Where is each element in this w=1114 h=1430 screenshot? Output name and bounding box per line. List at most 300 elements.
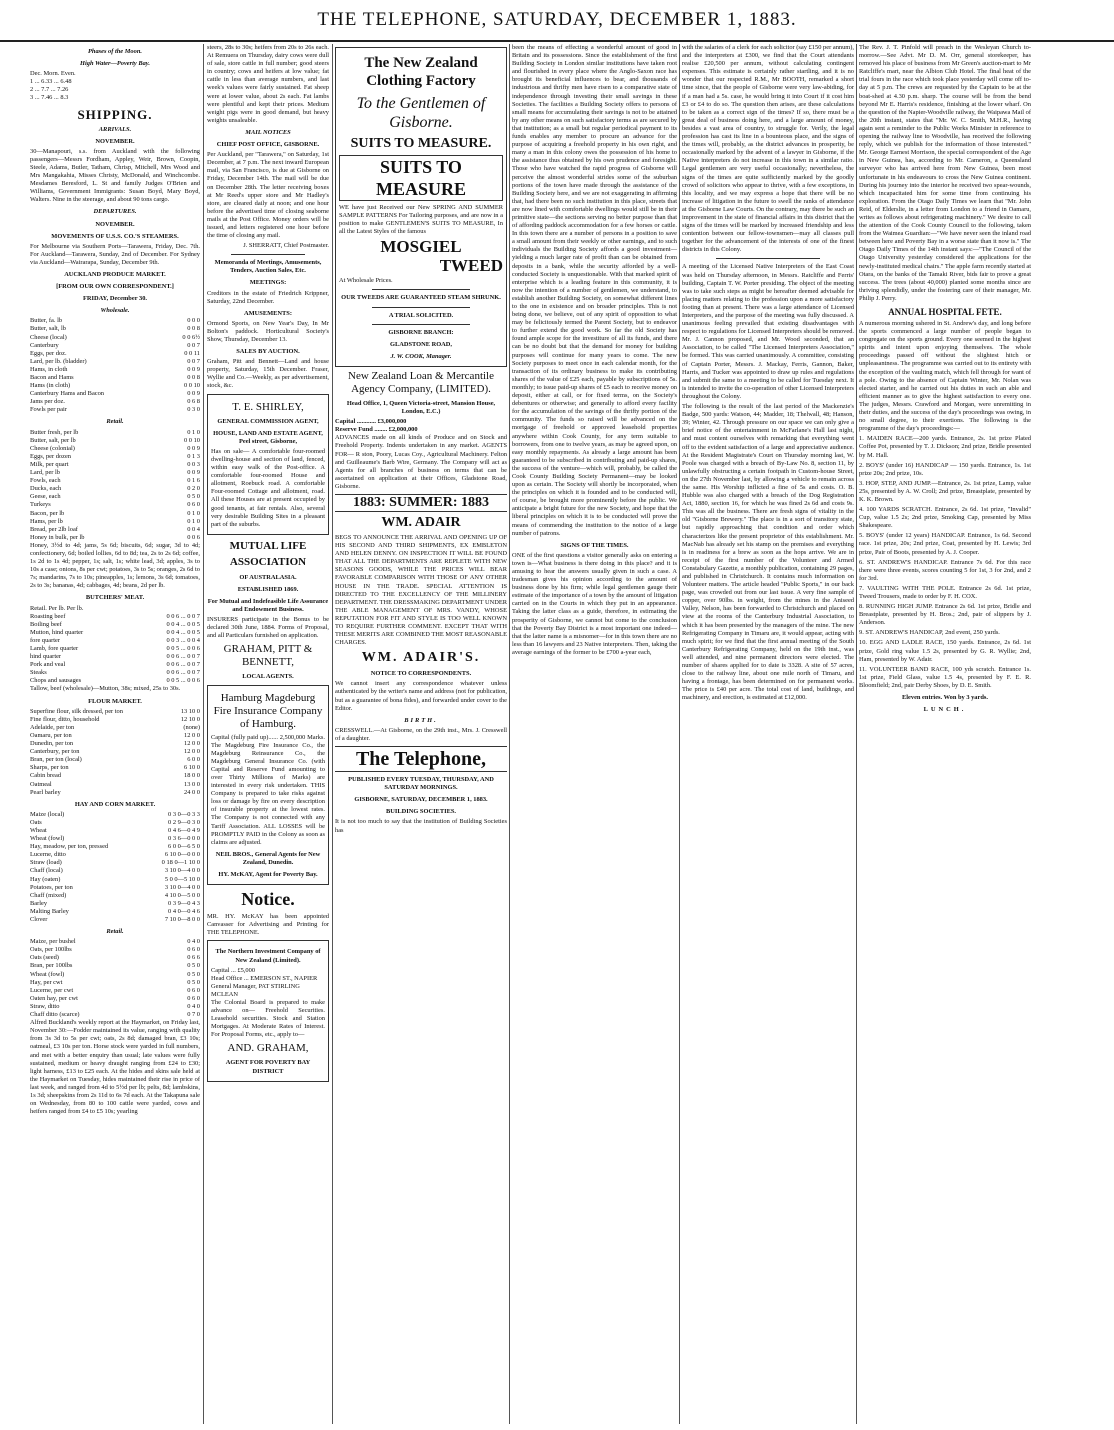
retail2-row [30,946,200,954]
suits-heading-1: SUITS TO MEASURE. [350,136,492,151]
retail2-row-label: Oats (seed) [30,954,59,962]
memo-heading: Memoranda of Meetings, Amusements, Tenders, Auction Sales, Etc. [214,259,322,275]
retail2-row-label: Straw, ditto [30,1002,60,1010]
shirley-name: T. E. SHIRLEY, [232,400,304,413]
column-3 [335,44,507,1424]
suits-text: WE have just Received our New SPRING AND SUMMER SAMPLE PATTERNS For Tailoring purposes, and are now in a position to make GENTLEMEN'S SUITS TO MEASURE, In all the Latest Styles of the famous [339,204,503,236]
flour-row [30,781,200,789]
butcher-row-label: Pork and veal [30,661,66,669]
retail-row [30,445,200,453]
dateline: GISBORNE, SATURDAY, DECEMBER 1, 1883. [354,796,488,804]
arrivals-month: NOVEMBER. [95,137,135,145]
retail-row-label: Honey in bulk, per lb [30,533,85,541]
retail-row-value: 0 1 3 [187,452,200,460]
butcher-row-label: hind quarter [30,653,62,661]
butcher-row-value: 0 0 6 ... 0 0 7 [166,653,200,661]
notice-corr-heading: NOTICE TO CORRESPONDENTS. [370,670,472,678]
wholesale-row-value: 0 0 8 [187,325,200,333]
hay-row-value: 0 3 6—0 0 0 [168,835,200,843]
flour-row-value: 13 0 0 [184,780,200,788]
wholesale-row-label: Jams per doz. [30,398,65,406]
wholesale-row [30,342,200,350]
building-text: It is not too much to say that the institution of Building Societies has [335,818,507,834]
hay-row [30,843,200,851]
shirley-sub: GENERAL COMMISSION AGENT, [217,417,319,425]
flour-row [30,732,200,740]
column-4 [512,44,677,1424]
adairs-heading: WM. ADAIR'S. [361,650,481,666]
flour-row-value: 12 10 0 [180,715,200,723]
flour-row [30,772,200,780]
hay-row [30,819,200,827]
hay-row [30,827,200,835]
retail-row [30,510,200,518]
flour-row-value: 12 0 0 [184,740,200,748]
arrivals-heading: ARRIVALS. [98,125,132,133]
tide-row: 1 ... 6.33 ... 6.48 [30,78,72,86]
wholesale-row-label: Butter, fa. lb [30,317,63,325]
wholesale-heading: Wholesale. [100,307,130,315]
butcher-row [30,637,200,645]
wholesale-row-label: Fowls per pair [30,406,67,414]
retail2-list [30,938,200,1019]
butcher-row [30,677,200,685]
butcher-row [30,645,200,653]
tallow-text: Tallow, beef (wholesale)—Mutton, 38s; mixed, 25s to 30s. [30,685,181,693]
mla-agents: GRAHAM, PITT & BENNETT, [223,643,313,669]
hay-row [30,900,200,908]
tide-row: 3 ... 7.46 ... 8.3 [30,94,69,102]
retail2-row [30,938,200,946]
retail2-row [30,987,200,995]
wholesale-row [30,406,200,414]
hay-row-value: 0 3 9—0 4 3 [168,899,200,907]
retail2-row [30,1011,200,1019]
uss-heading: MOVEMENTS OF U.S.S. CO.'S STEAMERS. [51,232,179,240]
clothing-ad [335,47,507,367]
mla-established: ESTABLISHED 1869. [237,585,299,593]
hay-row-value: 6 0 0—6 5 0 [168,843,200,851]
hay-row-label: Potatoes, per ton [30,883,73,891]
flour-list [30,708,200,797]
wholesale-row-value: 0 0 10 [184,382,200,390]
flour-row-label: Adelaide, per ton [30,723,75,731]
hay-row-label: Oats [30,818,42,826]
event-item: 5. BOYS' (under 12 years) HANDICAP. Entrance, 1s 6d. Second race. 1st prize, 20s; 2nd prize, Coat, presented by H. Lewis; 3rd prize, Pair of Boots, presented by A. J. Cooper. [859,532,1031,556]
retail-row [30,526,200,534]
flour-row [30,789,200,797]
retail2-row [30,995,200,1003]
retail-row-label: Bread, per 2lb loaf [30,525,78,533]
flour-row-value: 24 0 0 [184,788,200,796]
column-rule [332,44,333,1424]
retail2-row-label: Oaten hay, per cwt [30,994,78,1002]
wholesale-row [30,366,200,374]
hamburg-agent: NEIL BROS., General Agents for New Zealand, Dunedin. [215,850,321,866]
retail-row [30,501,200,509]
wholesale-row-value: 0 3 0 [187,406,200,414]
signs-heading: SIGNS OF THE TIMES. [560,541,629,549]
retail-row [30,534,200,542]
flour-row-value: (none) [183,723,200,731]
mla-bold: For Mutual and Indefeasible Life Assurance and Endowment Business. [207,597,329,614]
arrivals-text: 30—Manapouri, s.s. from Auckland with the following passengers—Messrs Fordham, Appley, Weir, Brown, Coopin, Steele, Adams, Butler, Tatham, Chrisp, Mitchell, Mrs Wood and Mrs Mangakahia, Misses Christy, McDonald, and Winchcombe. Mesdames Beresford, L. St and family Judges O'Brien and Williams, Government Immigrants: Susan Boyd, Mary Boyd, Walters. Nine in the steerage, and about 90 tons cargo. [30,147,200,204]
hay-row-value: 0 18 0—1 10 0 [161,859,200,867]
hay-row-label: Barley [30,899,48,907]
hay-row-label: Maize (local) [30,810,65,818]
hay-row-value: 0 4 0—0 4 6 [168,907,200,915]
retail-row-label: Geese, each [30,493,61,501]
retail-row-label: Eggs, per dozen [30,452,71,460]
shirley-text: Has on sale— A comfortable four-roomed dwelling-house and section of land, fenced, within easy walk of the Post-office. A comfortable four-roomed House and allotment, Roebuck road. A comfortable Four-roomed Cottage and allotment, road. All these Houses are at present occupied by good tenants, at fair rentals. Also, several very desirable Building Sites in a pleasant part of the suburbs. [211,447,325,528]
flour-row-label: Sharps, per ton [30,764,69,772]
wholesale-row-value: 0 0 9 [187,365,200,373]
retail2-row-value: 0 5 0 [187,970,200,978]
event-item: 3. HOP, STEP, AND JUMP.—Entrance, 2s. 1st prize, Lamp, value 25s, presented by A. W. Croll; 2nd prize, Breastplate, presented by K. K. Brown. [859,479,1031,503]
hamburg-heading: Hamburg Magdeburg Fire Insurance Company of Hamburg. [213,691,323,730]
hay-row-value: 0 2 9—0 3 0 [168,818,200,826]
retail-row-value: 0 0 9 [187,444,200,452]
nz-clothing-heading: The New Zealand Clothing Factory [364,55,478,89]
summer-heading: 1883: SUMMER: 1883 [335,494,507,512]
mla-heading: MUTUAL LIFE ASSOCIATION [229,539,307,568]
flour-row-label: Oatmeal [30,780,52,788]
hay-row [30,851,200,859]
retail-row [30,437,200,445]
nic-office: Head Office ... EMERSON ST., NAPIER [211,974,318,982]
sales-heading: SALES BY AUCTION. [236,348,300,356]
separator [716,258,819,259]
mail-signature: J. SHERRATT, Chief Postmaster. [243,242,329,250]
meetings-heading: MEETINGS: [249,279,287,287]
column-rule [509,44,510,1424]
butcher-row-label: Chops and sausages [30,677,82,685]
hay-row-value: 5 0 0—5 10 0 [164,875,200,883]
retail2-row-value: 0 6 0 [187,986,200,994]
wholesale-row-label: Canterbury Hams and Bacon [30,390,105,398]
building-article: been the means of effecting a wonderful amount of good in Britain and its possessions. Since the establishment of the first Building Society in London similar institutions have taken root and flourished in every place where the Anglo-Saxon race has brought its beneficial influences to bear, and thousands of industrious and thrifty men have risen to a comparative state of independence through investing their small savings in these Societies. The facilities a Building Society offers to persons of small means for accumulating their savings is not to be attained by any other means on such satisfactory terms as are secured by that institution; as a small but regular periodical payment to its funds enables any member to procure an advance for the purpose of acquiring a freehold property in his own right, and many a man in this colony owes the possession of his home to the assistance thus obtained by his own prudence and foresight. Those who have watched the rapid progress of Gisborne will perceive the almost wonderful strides some of the suburban portions of the town have made through the assistance of the Building Society here, and we are not exaggerating in affirming that, had there been no such institution in this place, streets that are now lined with comfortable dwellings would still be in their primitive state—the sections serving no better purpose than that of affording paddock accommodation for a few horses or cattle. In this town there are a number of persons in a position to save a small amount from their weekly or other earnings, and to such individuals the Building Society affords a good investment—yielding a much larger rate of profit than can be obtained from deposits in a bank, while the security afforded by a well-conducted Society is unquestionable. With that marked spirit of enterprise which is a leading feature in this community, it is now the intention of a number of gentlemen, we understand, to establish another Building Society, on somewhat different lines to the one in existence and on broader principles. This is not being done, we believe, out of any spirit of opposition to what may be felicitously termed the Parent Society, but to endeavor to further extend the good work. So far the old Society has found ample scope for the investiture of all its funds, and there can be no doubt but that the demand for money for building purposes will continue for many years to come. The new Society purposes to meet once in each calendar month, for the transaction of its ordinary business to make its contributing shares of the value of £25 each, payable by subscriptions of 5s. monthly; to issue paid-up shares of £5 each to receive money on deposit, either at call, or for fixed terms, on the Society's debentures or otherwise; and generally to afford every facility for the accumulation of the savings of the thrifty portion of the community. The funds so raised will be advanced on the mortgage of freehold or approved leasehold properties anywhere within Cook County, for any term suitable to borrowers, from one to twelve years, as may be agreed upon, on easy monthly repayments. As already a large amount has been guaranteed to be subscribed in contributing and paid-up shares, the success of the venture—which will, probably, be called the Cook County Building Society Permanent—may be looked upon as certain. The Society will shortly be incorporated, when the principles on which it is founded and to be conducted will, of course, be brought more prominently before the public. We anticipate a bright future for the new Society, and hope that the liberal principles on which it is to be conducted will prove the means of commending the institution to the notice of a large number of patrons. [512,44,677,537]
retail-row-value: 0 1 6 [187,477,200,485]
adair-text: BEGS TO ANNOUNCE THE ARRIVAL AND OPENING UP OF HIS SECOND AND THIRD SHIPMENTS, EX EMBLETON AND HELEN DENNY. ON INSPECTION IT WILL BE FOUND THAT ALL THE DEPARTMENTS ARE REPLETE WITH NEW SEASONS GOODS, WHILE THE PRICES WILL BEAR FAVORABLE COMPARISON WITH THOSE OF ANY OTHER HOUSE IN THE TRADE. SPECIAL ATTENTION IS DIRECTED TO THE EXCELLENCY OF THE MILLINERY DEPARTMENT. THE DRESSMAKING DEPARTMENT UNDER THE ABLE MANAGEMENT OF MRS. VANDY, WHOSE REPUTATION FOR FIT AND STYLE IS TOO WELL KNOWN TO REQUIRE FURTHER COMMENT. EXCEPT THAT WITH THESE MERITS ARE COMBINED THE MOST REASONABLE CHARGES. [335,533,507,647]
retail-row [30,518,200,526]
retail-row-value: 0 0 3 [187,460,200,468]
event-item: 1. MAIDEN RACE—200 yards. Entrance, 2s. 1st prize Plated Coffee Pot, presented by T. J. Dickson; 2nd prize, Bridle presented by M. Hall. [859,435,1031,459]
hay-row-label: Lucerne, ditto [30,851,66,859]
flour-row-label: Pearl barley [30,788,61,796]
tweed-heading: TWEED [439,256,503,276]
retail2-row-label: Bran, per 100lbs [30,962,73,970]
column-2 [207,44,329,1424]
hay-row-label: Hay, meadow, per ton, pressed [30,843,109,851]
steers-text: steers, 28s to 30s; heifers from 20s to 26s each. At Remuera on Thursday, dairy cows were dull of sale, store cattle in full number; good steers in country; cows and heifers at low value; fat cattle in less than average numbers, and last week's values were fairly sustained. Fat sheep were at lower value, about 2s each. Fat lambs were plentiful and kept their prices. Medium weight pigs were in good demand, but heavy weights unsaleable. [207,44,329,124]
wholesale-row-label: Hams, in cloth [30,365,68,373]
sales-text: Graham, Pitt and Bennett—Land and house property, Saturday, 15th December. Fraser, Wyllie and Co.—Weekly, as per advertisement, stock, &c. [207,358,329,390]
nic-text: The Colonial Board is prepared to make advance on— Freehold Securities. Leasehold securities. Stock and Station Mortgages. At Moderate Rates of Interest. For Proposal Forms, etc., apply to— [211,998,325,1039]
cook-text: J. W. COOK, Manager. [390,352,452,360]
nic-manager: General Manager, PAT STIRLING MCLEAN [211,982,300,998]
hay-row [30,867,200,875]
retail-row-label: Cheese (colonial) [30,444,75,452]
tide-row: 2 ... 7.7 ... 7.26 [30,86,69,94]
mla-agents-sub: LOCAL AGENTS. [242,673,294,681]
hay-row-value: 7 10 0—8 0 0 [164,916,200,923]
masthead [0,0,1114,42]
flour-row [30,764,200,772]
butcher-row-label: fore quarter [30,636,60,644]
hamburg-text: Capital (fully paid up)...... 2,500,000 Marks. The Magdeburg Fire Insurance Co., the Magdeburg Reinsurance Co., the Magdeburg General Insurance Co. (with Capital and Reserve Fund amounting to over Thirty Millions of Marks) are interested in every risk undertaken. THIS Company is prepared to take risks against loss or damage by fire on every description of insurable property at the lowest rates. The Company is not connected with any Tariff Association. ALL LOSSES will be PROMPTLY PAID in the Colony as soon as claims are adjusted. [211,733,325,846]
hay-row-value: 4 10 0—5 0 0 [164,891,200,899]
retail-row-label: Ducks, each [30,485,62,493]
butcher-row-value: 0 0 3 ... 0 0 4 [166,636,200,644]
lunch-heading: LUNCH. [923,706,967,714]
retail-row-label: Milk, per quart [30,460,69,468]
column-rule [856,44,857,1424]
nzlm-office: Head Office, 1, Queen Victoria-street, Mansion House, London, E.C.) [346,399,496,416]
amusements-heading: AMUSEMENTS: [244,309,292,317]
retail2-row-value: 0 6 6 [187,954,200,962]
butcher-row [30,661,200,669]
mosgiel-heading: MOSGIEL [380,237,462,257]
separator [372,289,470,290]
hay-row-label: Chaff (mixed) [30,891,67,899]
flour-row [30,748,200,756]
retail2-row-value: 0 4 0 [187,938,200,946]
birth-text: CRESSWELL.—At Gisborne, on the 29th inst., Mrs. J. Cresswell of a daughter. [335,726,507,742]
butcher-row-label: Boiling beef [30,620,62,628]
flour-row-value: 12 0 0 [184,731,200,739]
butchers-list [30,613,200,686]
flour-row [30,724,200,732]
retail-row [30,429,200,437]
flour-row-value: 12 0 0 [184,748,200,756]
event-item: 10. EGG AND LADLE RACE, 150 yards. Entrance, 2s 6d. 1st prize, Gold ring value 1.5 2s, presented by G. R. Wyllie; 2nd, Ham, presented by W. Adair. [859,639,1031,663]
wholesale-row-label: Cheese (local) [30,333,67,341]
retail2-row [30,954,200,962]
column-6 [859,44,1031,1424]
retail2-row [30,979,200,987]
event-item: 4. 100 YARDS SCRATCH. Entrance, 2s 6d. 1st prize, "Invalid" Cup, value 1.5 2s; 2nd prize, Smoking Cap, presented by Miss Shakespeare. [859,506,1031,530]
hay-row-value: 0 4 6—0 4 9 [168,826,200,834]
retail-row-value: 0 0 10 [184,436,200,444]
retail-row-label: Butter fresh, per lb [30,428,79,436]
retail2-row-label: Chaff ditto (scarce) [30,1011,80,1019]
hay-row-label: Clover [30,916,48,923]
departures-heading: DEPARTURES. [93,208,137,216]
wholesale-row [30,325,200,333]
butcher-row-label: Lamb, fore quarter [30,645,79,652]
retail-list [30,429,200,542]
nzlm-reserve: Reserve Fund ........ £2,000,000 [335,426,418,434]
retail-row-value: 0 0 9 [187,469,200,477]
wholesale-list [30,317,200,414]
hay-row-value: 3 10 0—4 0 0 [164,867,200,875]
flour-row-label: Dunedin, per ton [30,740,74,748]
nzlm-text: ADVANCES made on all kinds of Produce and on Stock and Freehold Property. Indents undertaken in any market. AGENTS FOR— R ston, Poory, Lucas Coy., Agricultural Machinery. Felton and Guilleaume's Barb Wire, Germany. The Company will act as Agents for all branches of business on terms that can be ascertained on application at their Offices, Gladstone Road, Gisborne. [335,434,507,490]
event-item: 7. VAULTING WITH THE POLE. Entrance 2s 6d. 1st prize, Tweed Trousers, made to order by F. H. COX. [859,584,1031,600]
retail-row-value: 0 2 0 [187,485,200,493]
tide-columns: Dec. Morn. Even. [30,70,76,78]
produce-date: FRIDAY, December 30. [82,295,148,303]
butchers-sub: Retail. Per lb. Per lb. [30,604,84,612]
separator [372,324,470,325]
mla-text: INSURERS participate in the Bonus to be declared 30th June, 1884. Forms of Proposal, and all Particulars furnished on application. [207,616,329,640]
fete-heading: ANNUAL HOSPITAL FETE. [888,307,1002,317]
wholesale-row-value: 0 0 9 [187,390,200,398]
wholesale-row-label: Hams (in cloth) [30,382,71,390]
retail2-row-value: 0 6 0 [187,994,200,1002]
flour-row-value: 13 10 0 [180,707,200,715]
retail-row [30,453,200,461]
retail2-row-label: Maize, per bushel [30,938,76,946]
wholesale-row-value: 0 6 8 [187,398,200,406]
retail-row [30,469,200,477]
flour-row [30,740,200,748]
local-news: The following is the result of the last period of the Mackenzie's Badge, 500 yards: Watson, 44; Madder, 18; Thelwall, 48; Hanson, 39; Winter, 42. Through pressure on our space we can only give a brief notice of the entertainment in McFarlane's Hall last night, and must content ourselves with remarking that everything went off to the evident satisfaction of a large and appreciative audience. At the Resident Magistrate's Court on Thursday morning last, W. Poole was charged with a breach of By-Law No. 8, section 11, by unlawfully obstructing a certain footpath in Custom-house Street, on the 27th November last, by allowing a vehicle to remain across the same. His Worship inflicted a fine of 5s and costs. O. B. Hubble was also charged with a breach of the Dog Registration Act, 1880, section 16, for which he was fined 2s 6d and costs 9s. This was all the business. There are fresh signs of vitality in the old "Gisborne Brewery." The place is in a sort of transitory state, but rapidly approaching that condition and order which characterizes like the present proprietor of this establishment. Mr. MacNab has already set his stamp on the premises and everything is in readiness for a brew as soon as the hops arrive. We are in receipt of the first number of the Volunteer and Armed Constabulary Gazette, a monthly publication, containing 29 pages, and published in Christchurch. It contains much information on Volunteer matters. The article headed "Public Sports," in our back page, was crowded out from our last issue. A very fine sample of copper, over 90lbs. in weight, from the mines in the Aniseed Valley, Nelson, has been forwarded to Christchurch and placed on view at the rooms of the Canterbury Industrial Association, to which it has been presented by the managers of the mine. The new Refrigerating Company in Timaru are, it would appear, acting with much spirit; for we find that the first annual meeting of the South Canterbury Refrigerating Company, held on the 19th inst., was well attended, and nine permanent directors were elected. The number of shares applied for to date is 3328. A site of 57 acres, close to the railway line, about one mile north of Timaru, and having a frontage, has been determined on for permanent works. The price is £40 per acre. The total cost of land, buildings, and machinery, and erection, is estimated at £12,000. [682,403,854,702]
event-item: 9. ST. ANDREW'S HANDICAP, 2nd event, 250 yards. [859,629,1000,637]
departures-month: NOVEMBER. [95,220,135,228]
retail2-row-label: Lucerne, per cwt [30,986,74,994]
tide-heading: High Water—Poverty Bay. [80,60,150,68]
nic-agent: AND. GRAHAM, [227,1042,309,1055]
retail-row-value: 0 1 0 [187,517,200,525]
hay-row [30,908,200,916]
retail-row-label: Turkeys [30,501,51,509]
butcher-row-value: 0 0 5 ... 0 0 6 [166,677,200,685]
retail2-row-value: 0 7 0 [187,1011,200,1019]
nic-agent-sub: AGENT FOR POVERTY BAY DISTRICT [225,1059,311,1075]
butcher-row [30,613,200,621]
gentlemen-heading: To the Gentlemen of Gisborne. [356,95,486,131]
retail2-row [30,1003,200,1011]
notice-corr-text: We cannot insert any correspondence whatever unless authenticated by the writer's name and address (not for publication, but as a guarantee of bona fides), and forwarded under cover to the Editor. [335,680,507,712]
events-list [859,435,1031,690]
separator [372,307,470,308]
wholesale-row-label: Butter, salt, lb [30,325,66,333]
butcher-row [30,669,200,677]
butcher-row-label: Mutton, hind quarter [30,628,84,636]
nzlm-capital: Capital ............ £3,000,000 [335,418,407,426]
hay-heading: HAY AND CORN MARKET. [74,800,156,808]
wholesale-row-label: Canterbury [30,341,59,349]
hay-row-label: Malting Barley [30,907,69,915]
retail-row-label: Butter, salt, per lb [30,436,76,444]
event-item: 2. BOYS' (under 16) HANDICAP — 150 yards. Entrance, 1s. 1st prize 20s; 2nd prize, 10s. [859,461,1031,477]
flour-heading: FLOUR MARKET. [88,697,142,705]
retail2-row [30,962,200,970]
retail2-row-label: Oats, per 100lbs [30,946,72,954]
event-item: 6. ST. ANDREW'S HANDICAP. Entrance 7s 6d. For this race there were three events, scores counting 5 for 1st, 3 for 2nd, and 2 for 3rd. [859,558,1031,582]
wholesale-row-label: Lard, per lb. (bladder) [30,357,87,365]
masthead-title: THE TELEPHONE, SATURDAY, DECEMBER 1, 1883. [317,9,797,30]
flour-row-label: Cabin bread [30,772,62,780]
butcher-row-value: 0 0 5 ... 0 0 6 [166,645,200,652]
column-rule [203,44,204,1424]
notice-text: MR. HY. McKAY has been appointed Canvasser for Advertising and Printing for THE TELEPHONE. [207,913,329,937]
flour-row-value: 6 0 0 [187,756,200,764]
signs-article: ONE of the first questions a visitor generally asks on entering a town is—What business is there doing in this place? and it is amusing to hear the answers usually given in such a case. A tradesman gives his opinion according to the amount of business done by his firm; while legal gentlemen gauge their estimate of the importance of a town by the amount of litigation carried on in the Courts in which they put in an appearance. Taking the latter class as a guide, therefore, in estimating the prosperity of Gisborne, we cannot but come to the conclusion that the Poverty Bay District is a most important one indeed—that the latter name is a misnomer—for in this town there are no less than 16 lawyers and 23 Native interpreters. Then, taking the average earnings of the former to be £700 a-year each, [512,551,677,656]
flour-row-label: Oamaru, per ton [30,731,72,739]
shirley-ad [207,394,329,535]
hay-row [30,884,200,892]
suits-heading-2: SUITS TO MEASURE [339,155,503,201]
butcher-row-value: 0 0 4 ... 0 0 5 [166,628,200,636]
wholesale-row [30,358,200,366]
flour-row-value: 18 0 0 [184,772,200,780]
hamburg-ad [207,685,329,886]
hay-row-label: Wheat [30,826,47,834]
butchers-heading: BUTCHERS' MEAT. [85,594,145,602]
flour-row-label: Bran, per ton (local) [30,756,82,764]
amusements-text: Ormond Sports, on New Year's Day, In Mr Bolton's paddock. Horticultural Society's Show, Thursday, December 13. [207,319,329,343]
cattle-text: Alfred Buckland's weekly report at the Haymarket, on Friday last, November 30:—Fodder maintained its value, ranging with quality from 3s 3d to 5s per cwt; oats, 2s 8d; damaged bran, £3 10s; oatmeal, £3 10s per ton. Horse stock were yarded in full numbers, and met with a better enquiry than usual; late values were fully sustained, medium or heavy draught ranging from £24 to £30; light harness, £13 to £25 each. At the hides and skins sale held at the Haymarket on Tuesday, hides maintained their rise in price of last week, and ranged from 4d to 5½d per lb; pelts, 8d; lambskins, 1s 3d; sheepskins from 2s 11d to 6s 7d each. At the Takapuna sale on Wednesday, from 80 to 100 cattle were yarded, cows and heifers ranged from £4 to £5 10s; yearling [30,1019,200,1116]
butcher-row [30,621,200,629]
wholesale-row-label: Eggs, per doz. [30,349,67,357]
hamburg-local: HY. McKAY, Agent for Poverty Bay. [218,871,318,879]
butcher-row [30,653,200,661]
hay-list [30,811,200,924]
retail-row [30,485,200,493]
hay-row [30,876,200,884]
column-5 [682,44,854,1424]
hay-row-value: 0 3 0—0 3 3 [168,810,200,818]
retail-row [30,461,200,469]
signs-article-continued: with the salaries of a clerk for each solicitor (say £150 per annum), and the interpreters at £300, we find that the Court attendants realise £20,500 per annum, without calculating contingent expenses. This estimate is certainly rather startling, and it is no wonder that our respected R.M., Mr BOOTH, remarked a short time since, that the people of Gisborne were very law-abiding, for if a man had a 5s. case, he would bring it into Court if it cost him £3 or £4 to do so. The question then arises, are these calculations to be taken as a correct sign of the times? If so, there must be a great deal of business doing here, and a large amount of money, besides a vast area of country, to struggle for. Verily, the legal profession has cast its line in a bounteous place, and the signs of the times will, probably, as the district advances in prosperity, be occasionally marked by the advent of a lawyer in Gisborne, if the Native interpreters do not increase in this town in a similar ratio. Legal gentlemen are very useful occasionally; nevertheless, the signs of the times are quite sufficiently marked by the goodly crowd of solicitors who appear to thrive, with a few exceptions, in this locality, and we may express a hope that there will be no increase of litigation in the future to swell the ranks of attendance at the Gisborne Law Courts. On the contrary, may there be such an improvement in the state of financial affairs in this district that the signs of the times will be marked by increased friendship and less contention between our fellow-townsmen—may all classes pull together for the advancement of the interests of one of the finest districts in this Colony. [682,44,854,254]
hay-row [30,835,200,843]
retail-row-value: 0 0 4 [187,525,200,533]
trial-text: A TRIAL SOLICITED. [388,311,454,319]
flour-row [30,756,200,764]
interpreters-article: A meeting of the Licensed Native Interpreters of the East Coast was held on Thursday afternoon, in Messrs. Ratcliffe and Ferris' building, Captain T. W. Porter presiding. The object of the meeting was to take such steps as might be hereafter deemed advisable for placing matters relating to the profession upon a more satisfactory footing than at present. There was a large attendance of Licensed Interpreters, and the purpose of the meeting was fully discussed. A unanimous feeling prevailed that existing disadvantages with respect to regulations for Licensed Interpreters should be removed. Mr. J. Cannon proposed, and Mr. Wood seconded, that an Association, to be called "The Licensed Interpreters Association," be formed. This was carried unanimously. A committee, consisting of Captain Porter, Messrs. J. Mackay, Ferris, Gannon, Baker, Harris, and Tucker was appointed to draw up rules and regulations and submit the same to a meeting to be called for Tuesday next. It is intended to invite the co-operation of other Licensed Interpreters throughout the Colony. [682,263,854,400]
wholesale-prices: At Wholesale Prices. [339,277,393,285]
nic-capital: Capital ... £5,000 [211,966,256,974]
retail-row-label: Hams, per lb [30,517,63,525]
building-heading: BUILDING SOCIETIES. [386,808,456,816]
uss-text: For Melbourne via Southern Ports—Tarawera, Friday, Dec. 7th. For Auckland—Tarawera, Sunday, 2nd of December. For Sydney via Auckland—Wairarapa, Sunday, December 9th. [30,242,200,266]
column-rule [679,44,680,1424]
retail2-row [30,971,200,979]
retail-row-label: Lard, per lb [30,469,60,477]
adair-heading: WM. ADAIR [381,514,461,530]
retail2-heading: Retail. [106,928,124,936]
mail-heading: MAIL NOTICES [245,128,291,136]
flour-row [30,708,200,716]
retail-row-value: 0 0 6 [187,533,200,541]
hay-row-label: Wheat (fowl) [30,835,65,843]
butcher-row-value: 0 0 4 ... 0 0 5 [166,620,200,628]
wholesale-row [30,382,200,390]
wholesale-row [30,317,200,325]
flour-row-label: Canterbury, per ton [30,748,80,756]
wholesale-row-value: 0 0 11 [184,349,200,357]
wholesale-row [30,374,200,382]
retail2-row-value: 0 5 0 [187,978,200,986]
retail-row-value: 0 1 0 [187,509,200,517]
published-text: PUBLISHED EVERY TUESDAY, THURSDAY, AND SATURDAY MORNINGS. [348,776,494,792]
retail2-row-value: 0 4 0 [187,1002,200,1010]
hay-row-label: Hay (oaten) [30,875,61,883]
mail-sub: CHIEF POST OFFICE, GISBORNE. [216,141,320,149]
retail-row-value: 0 5 0 [187,493,200,501]
wholesale-row-value: 0 0 7 [187,357,200,365]
wholesale-row [30,398,200,406]
local-news-continued: The Rev. J. T. Pinfold will preach in the Wesleyan Church to-morrow.—See Advt. Mr D. M. Orr, general storekeeper, has removed his place of business from Mr Green's auction-mart to Mr Ratcliffe's mart, near the Albion Club Hotel. The final heat of the trial fours in the race which took place yesterday will come off to-day at 5 p.m. The crews are requested by the Captain to be at the boat-shed at 4.30 p.m. sharp. The course will be from the bend beyond Mr E. Harris's residence, finishing at the lower wharf. On the question of the Napier-Woodville railway, the Waipawa Mail of the 20th instant, states that "Mr. W. C. Smith, M.H.R., having again sent a reminder to the Public Works Minister in reference to opening the railway line to Woodville, has received the following reply, which we publish for the information of those interested." Mr. George Earnest Morrison, the special correspondent of the Age in New Guinea, has, according to Mr. Cameron, a Queensland surveyor who has arrived here from New Guinea, been most unfortunate in his endeavours to cross the New Guinea continent. During his journey into the interior he received two spear-wounds, which incapacitated him for some time from continuing his exploration. From the Otago Daily Times we learn that "Mr. John Reid, of Elderslie, in a letter from London to a friend in Oamaru, writes as follows about refrigerating machinery." We desire to call the attention of the Cook County Council to the following, taken from the Waimea Guardian:—"We have never seen the inland road between here and Poverty Bay in a worse state than it now is." The Otago Daily Times of the 14th instant says:—"The Council of the Otago University yesterday considered the applications for the newly-instituted medical chairs." The apple farm recently started at Otara, on the banks of the Tamaki River, bids fair to prove a great success. The trees (about 40,000) planted some months since are thriving splendidly, under the fostering care of their manager, Mr. Philip J. Perry. [859,44,1031,302]
retail2-row-value: 0 6 0 [187,946,200,954]
separator [231,254,304,255]
produce-heading: AUCKLAND PRODUCE MARKET. [64,270,166,278]
hay-row-value: 3 10 0—4 0 0 [164,883,200,891]
retail-row-value: 0 1 0 [187,428,200,436]
mail-text: Per Auckland, per "Tarawera," on Saturday, 1st December, at 7 p.m. The next inward European mail, via San Francisco, is due at Gisborne on Friday, December 14th. The mail will be due on December 28th. The letter receiving boxes at Mr Reed's upper store and Mr Hadley's store, are cleared daily at noon; and one hour before the advertised time of closing seaborne mails at the Post Office. Money orders will be issued, and letters registered one hour before the time of closing any mail. [207,151,329,240]
